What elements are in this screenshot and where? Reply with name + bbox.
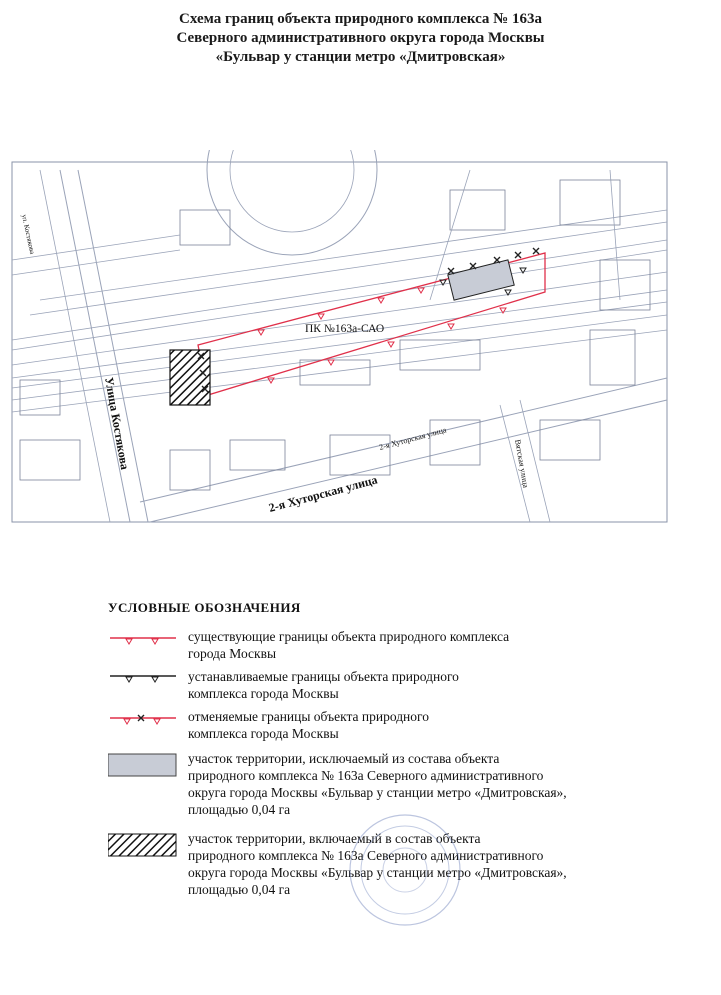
legend-text-line: существующие границы объекта природного комплекса	[188, 629, 510, 644]
legend-title: УСЛОВНЫЕ ОБОЗНАЧЕНИЯ	[108, 600, 301, 615]
legend-text-line: участок территории, исключаемый из состава объекта	[188, 751, 500, 766]
legend-text-line: устанавливаемые границы объекта природного	[188, 669, 459, 684]
official-seal	[345, 810, 465, 930]
boundary-map	[0, 150, 721, 540]
legend-text-line: площадью 0,04 га	[188, 882, 291, 897]
legend-text	[188, 668, 668, 702]
map-title	[0, 10, 721, 67]
legend-text-line: участок территории, включаемый в состав объекта	[188, 831, 481, 846]
black-boundary-line-icon	[108, 670, 178, 700]
legend-text	[188, 708, 668, 742]
street-label-khutorskaya: 2-я Хуторская улица	[267, 472, 379, 515]
street-label-kostyakova: Улица Костякова	[102, 376, 133, 471]
street-label-vyatskaya: Вятская улица	[513, 438, 531, 489]
title-line-3: «Бульвар у станции метро «Дмитровская»	[215, 49, 506, 65]
legend-text	[188, 750, 668, 818]
legend	[108, 600, 668, 897]
cancelled-boundary-line-icon	[108, 710, 178, 740]
hatched-swatch-icon	[108, 832, 178, 862]
legend-text-line: города Москвы	[188, 646, 277, 661]
object-label: ПК №163а-САО	[305, 323, 385, 335]
legend-text	[188, 628, 668, 662]
legend-text-line: природного комплекса № 163а Северного административного	[188, 848, 544, 863]
grey-fill-swatch-icon	[108, 752, 178, 782]
title-line-1: Схема границ объекта природного комплекса № 163а	[178, 11, 543, 27]
legend-text-line: отменяемые границы объекта природного	[188, 709, 429, 724]
title-line-2: Северного административного округа города Москвы	[176, 30, 545, 46]
legend-text-line: округа города Москвы «Бульвар у станции метро «Дмитровская»,	[188, 865, 567, 880]
red-boundary-line-icon	[108, 630, 178, 660]
street-label-khutorskaya-small: 2-я Хуторская улица	[378, 425, 448, 452]
street-label-kostyakova-small: ул. Костякова	[20, 213, 37, 255]
legend-text-line: округа города Москвы «Бульвар у станции метро «Дмитровская»,	[188, 785, 567, 800]
legend-text-line: комплекса города Москвы	[188, 726, 339, 741]
legend-text-line: площадью 0,04 га	[188, 802, 291, 817]
legend-text-line: природного комплекса № 163а Северного административного	[188, 768, 544, 783]
legend-text-line: комплекса города Москвы	[188, 686, 339, 701]
